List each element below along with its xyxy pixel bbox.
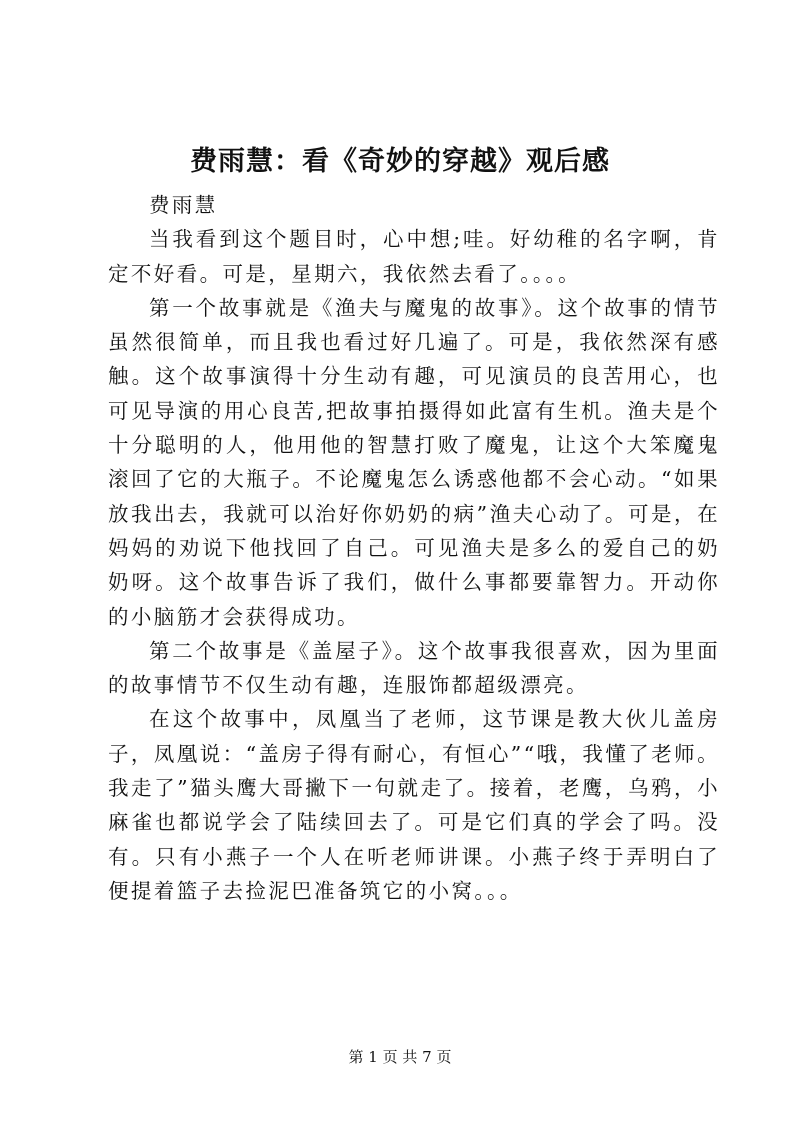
page-number-footer: 第 1 页 共 7 页 — [348, 1048, 452, 1066]
document-title: 费雨慧：看《奇妙的穿越》观后感 — [190, 146, 610, 177]
paragraph-1: 当我看到这个题目时，心中想;哇。好幼稚的名字啊，肯定不好看。可是，星期六，我依然去看了。。。。 — [108, 227, 720, 286]
author-name: 费雨慧 — [149, 193, 218, 217]
document-body — [108, 188, 720, 908]
paragraph-3: 第二个故事是《盖屋子》。这个故事我很喜欢，因为里面的故事情节不仅生动有趣，连服饰都超级漂亮。 — [108, 638, 720, 698]
paragraph-2: 第一个故事就是《渔夫与魔鬼的故事》。这个故事的情节虽然很简单，而且我也看过好几遍了。可是，我依然深有感触。这个故事演得十分生动有趣，可见演员的良苦用心，也可见导演的用心良苦,把故事拍摄得如此富有生机。渔夫是个十分聪明的人，他用他的智慧打败了魔鬼，让这个大笨魔鬼滚回了它的大瓶子。不论魔鬼怎么诱惑他都不会心动。“如果放我出去，我就可以治好你奶奶的病”渔夫心动了。可是，在妈妈的劝说下他找回了自己。可见渔夫是多么的爱自己的奶奶呀。这个故事告诉了我们，做什么事都要靠智力。开动你的小脑筋才会获得成功。 — [108, 295, 720, 629]
paragraph-4: 在这个故事中，凤凰当了老师，这节课是教大伙儿盖房子，凤凰说：“盖房子得有耐心，有恒心”“哦，我懂了老师。我走了”猫头鹰大哥撇下一句就走了。接着，老鹰，乌鸦，小麻雀也都说学会了陆续回去了。可是它们真的学会了吗。没有。只有小燕子一个人在听老师讲课。小燕子终于弄明白了便提着篮子去捡泥巴准备筑它的小窝。。。 — [108, 707, 720, 903]
